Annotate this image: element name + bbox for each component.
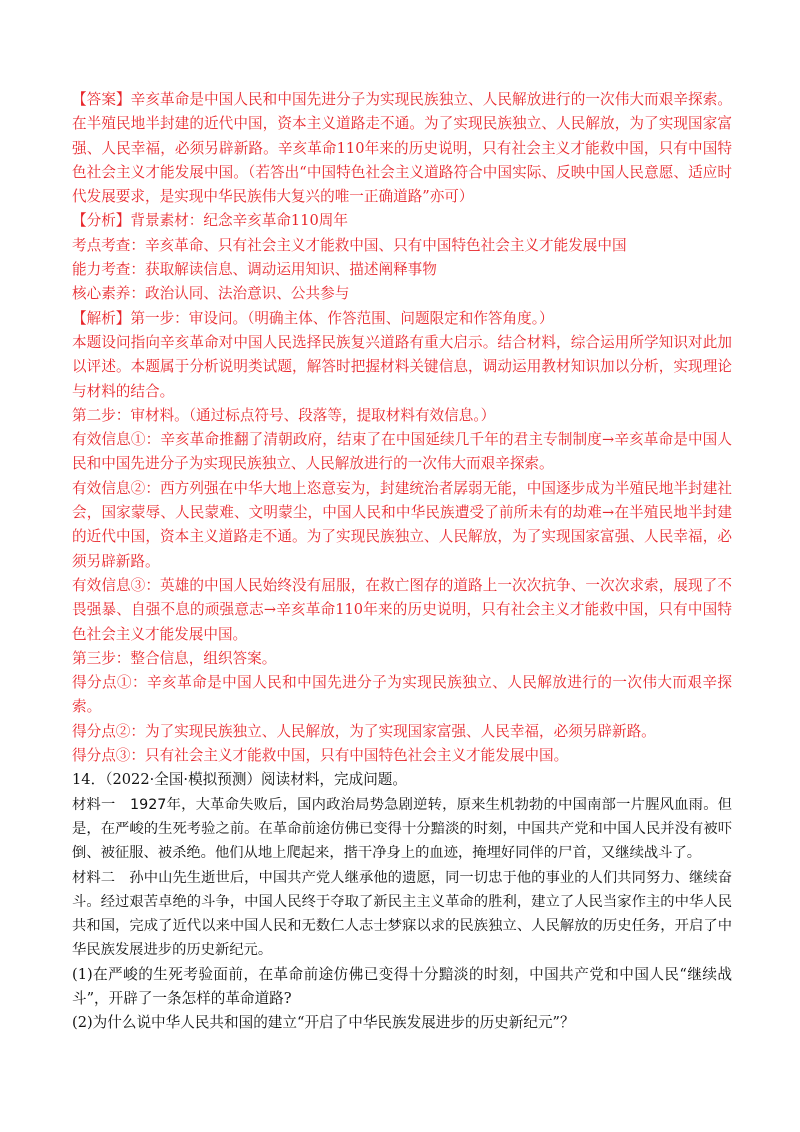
suyang-line: 核心素养：政治认同、法治意识、公共参与 [72, 285, 350, 303]
nengli-line: 能力考查：获取解读信息、调动运用知识、描述阐释事物 [72, 261, 437, 279]
score-point-2: 得分点②：为了实现民族独立、人民解放，为了实现国家富强、人民幸福，必须另辟新路。 [72, 722, 656, 740]
answer-paragraph [72, 88, 732, 209]
effective-info-1: 有效信息①：辛亥革命推翻了清朝政府，结束了在中国延续几千年的君主专制制度→辛亥革命是中国人民和中国先进分子为实现民族独立、人民解放进行的一次伟大而艰辛探索。 [72, 431, 732, 473]
analysis-tag: 【分析】 [72, 212, 131, 230]
score-point-3: 得分点③：只有社会主义才能救中国，只有中国特色社会主义才能发展中国。 [72, 747, 569, 765]
analysis-text: 背景素材：纪念辛亥革命110周年 [130, 212, 348, 230]
analysis-paragraph [72, 209, 732, 233]
jiexi-step2: 第二步：审材料。（通过标点符号、段落等，提取材料有效信息。） [72, 406, 496, 424]
effective-info-3: 有效信息③：英雄的中国人民始终没有屈服，在救亡图存的道路上一次次抗争、一次次求索，展现了不畏强暴、自强不息的顽强意志→辛亥革命110年来的历史说明，只有社会主义才能救中国，只有中国特色社会主义才能发展中国。 [72, 576, 732, 643]
answer-tag: 【答案】 [72, 91, 131, 108]
sub-question-2: (2)为什么说中华人民共和国的建立“开启了中华民族发展进步的历史新纪元”？ [72, 1014, 575, 1032]
jiexi-step1-body: 本题设问指向辛亥革命对中国人民选择民族复兴道路有重大启示。结合材料，综合运用所学知识对此加以评述。本题属于分析说明类试题，解答时把握材料关键信息，调动运用教材知识加以分析，实现理论与材料的结合。 [72, 333, 732, 400]
question-number: 14．（2022·全国·模拟预测）阅读材料，完成问题。 [72, 771, 407, 789]
sub-question-1: (1)在严峻的生死考验面前，在革命前途仿佛已变得十分黯淡的时刻，中国共产党和中国人民“继续战斗”，开辟了一条怎样的革命道路? [72, 965, 732, 1007]
score-point-1: 得分点①：辛亥革命是中国人民和中国先进分子为实现民族独立、人民解放进行的一次伟大而艰辛探索。 [72, 674, 732, 716]
effective-info-2: 有效信息②：西方列强在中华大地上恣意妄为，封建统治者孱弱无能，中国逐步成为半殖民地半封建社会，国家蒙辱、人民蒙难、文明蒙尘，中国人民和中华民族遭受了前所未有的劫难→在半殖民地半封建的近代中国，资本主义道路走不通。为了实现民族独立、人民解放，为了实现国家富强、人民幸福，必须另辟新路。 [72, 479, 732, 570]
jiexi-tag: 【解析】 [72, 309, 131, 327]
material-two: 材料二 孙中山先生逝世后，中国共产党人继承他的遗愿，同一切忠于他的事业的人们共同努力、继续奋斗。经过艰苦卓绝的斗争，中国人民终于夺取了新民主主义革命的胜利，建立了人民当家作主的中华人民共和国，完成了近代以来中国人民和无数仁人志士梦寐以求的民族独立、人民解放的历史任务，开启了中华民族发展进步的历史新纪元。 [72, 869, 732, 959]
jiexi-step3: 第三步：整合信息，组织答案。 [72, 649, 277, 667]
answer-text: 辛亥革命是中国人民和中国先进分子为实现民族独立、人民解放进行的一次伟大而艰辛探索。在半殖民地半封建的近代中国，资本主义道路走不通。为了实现民族独立、人民解放，为了实现国家富强、人民幸福，必须另辟新路。辛亥革命110年来的历史说明，只有社会主义才能救中国，只有中国特色社会主义才能发展中国。（若答出“中国特色社会主义道路符合中国实际、反映中国人民意愿、适应时代发展要求，是实现中华民族伟大复兴的唯一正确道路”亦可） [72, 91, 732, 206]
jiexi-step1 [72, 307, 732, 331]
document-page [72, 88, 732, 1036]
material-one: 材料一 1927年，大革命失败后，国内政治局势急剧逆转，原来生机勃勃的中国南部一片腥风血雨。但是，在严峻的生死考验之前。在革命前途仿佛已变得十分黯淡的时刻，中国共产党和中国人民并没有被吓倒、被征服、被杀绝。他们从地上爬起来，揩干净身上的血迹，掩埋好同伴的尸首，又继续战斗了。 [72, 796, 732, 862]
kaodian-line: 考点考查：辛亥革命、只有社会主义才能救中国、只有中国特色社会主义才能发展中国 [72, 236, 627, 254]
jiexi-step1-text: 第一步：审设问。（明确主体、作答范围、问题限定和作答角度。） [130, 309, 554, 327]
